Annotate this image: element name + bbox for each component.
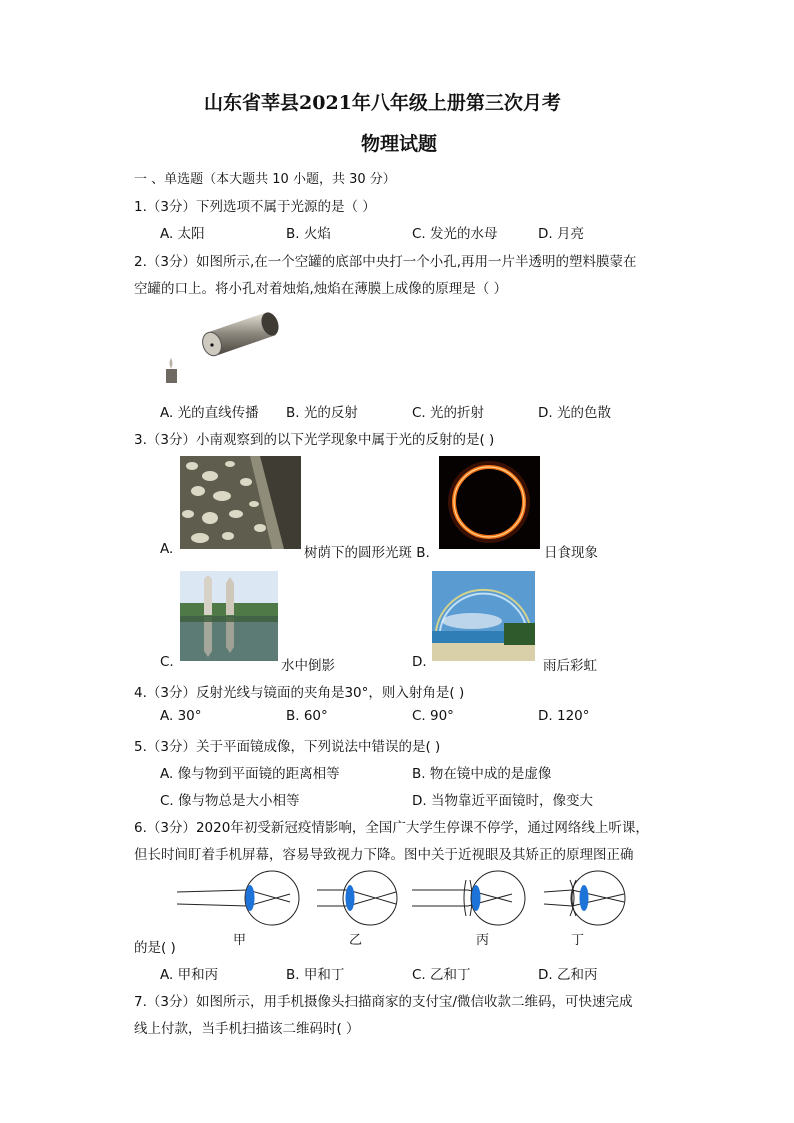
question-1-stem: 1.（3分）下列选项不属于光源的是（ ） <box>134 199 376 215</box>
page-title: 山东省莘县2021年八年级上册第三次月考 <box>204 92 561 114</box>
q3-a-prefix: A. <box>160 541 174 557</box>
q2-option-a: A. 光的直线传播 <box>160 405 259 421</box>
q6-option-c: C. 乙和丁 <box>412 967 471 983</box>
question-3-stem: 3.（3分）小南观察到的以下光学现象中属于光的反射的是( ) <box>134 432 495 448</box>
q3-a-caption: 树荫下的圆形光斑 B. <box>304 545 430 561</box>
question-2-stem-line1: 2.（3分）如图所示,在一个空罐的底部中央打一个小孔,再用一片半透明的塑料膜蒙在 <box>134 254 637 270</box>
q6-option-a: A. 甲和丙 <box>160 967 219 983</box>
q1-option-c: C. 发光的水母 <box>412 226 498 242</box>
question-6-stem-line2: 但长时间盯着手机屏幕，容易导致视力下降。图中关于近视眼及其矫正的原理图正确 <box>134 847 634 863</box>
pinhole-can-figure <box>160 305 280 389</box>
q3-b-caption: 日食现象 <box>544 545 598 561</box>
diagram-label-bing: 丙 <box>476 933 490 948</box>
q2-option-d: D. 光的色散 <box>538 405 611 421</box>
q4-option-d: D. 120° <box>538 708 590 724</box>
q3-c-prefix: C. <box>160 654 174 670</box>
section-heading: 一 、单选题（本大题共 10 小题，共 30 分） <box>134 172 396 187</box>
eclipse-photo <box>439 456 540 549</box>
q3-c-caption: 水中倒影 <box>281 658 335 674</box>
tree-shade-photo <box>180 456 301 549</box>
q1-option-a: A. 太阳 <box>160 226 205 242</box>
q4-option-a: A. 30° <box>160 708 202 724</box>
question-7-stem-line1: 7.（3分）如图所示，用手机摄像头扫描商家的支付宝/微信收款二维码，可快速完成 <box>134 994 633 1010</box>
q5-option-d: D. 当物靠近平面镜时，像变大 <box>412 793 593 809</box>
q4-option-c: C. 90° <box>412 708 454 724</box>
q5-option-c: C. 像与物总是大小相等 <box>160 793 300 809</box>
q5-option-b: B. 物在镜中成的是虚像 <box>412 766 552 782</box>
question-7-stem-line2: 线上付款，当手机扫描该二维码时( ） <box>134 1021 360 1037</box>
diagram-label-jia: 甲 <box>233 933 247 948</box>
diagram-label-yi: 乙 <box>349 933 363 948</box>
q3-d-prefix: D. <box>412 654 427 670</box>
q1-option-b: B. 火焰 <box>286 226 331 242</box>
water-reflection-photo <box>180 571 278 661</box>
page-subtitle: 物理试题 <box>361 133 438 155</box>
q1-option-d: D. 月亮 <box>538 226 584 242</box>
question-6-stem-line1: 6.（3分）2020年初受新冠疫情影响，全国广大学生停课不停学，通过网络线上听课， <box>134 820 649 836</box>
q2-option-b: B. 光的反射 <box>286 405 358 421</box>
question-4-stem: 4.（3分）反射光线与镜面的夹角是30°，则入射角是( ) <box>134 685 465 701</box>
q6-option-b: B. 甲和丁 <box>286 967 345 983</box>
question-6-stem-line3: 的是( ) <box>134 940 176 956</box>
q5-option-a: A. 像与物到平面镜的距离相等 <box>160 766 340 782</box>
q2-option-c: C. 光的折射 <box>412 405 485 421</box>
eye-diagrams-figure <box>172 868 642 930</box>
q4-option-b: B. 60° <box>286 708 328 724</box>
q3-d-caption: 雨后彩虹 <box>543 658 597 674</box>
rainbow-photo <box>432 571 535 661</box>
question-2-stem-line2: 空罐的口上。将小孔对着烛焰,烛焰在薄膜上成像的原理是（ ） <box>134 281 508 297</box>
question-5-stem: 5.（3分）关于平面镜成像，下列说法中错误的是( ) <box>134 739 441 755</box>
q6-option-d: D. 乙和丙 <box>538 967 598 983</box>
diagram-label-ding: 丁 <box>571 933 585 948</box>
